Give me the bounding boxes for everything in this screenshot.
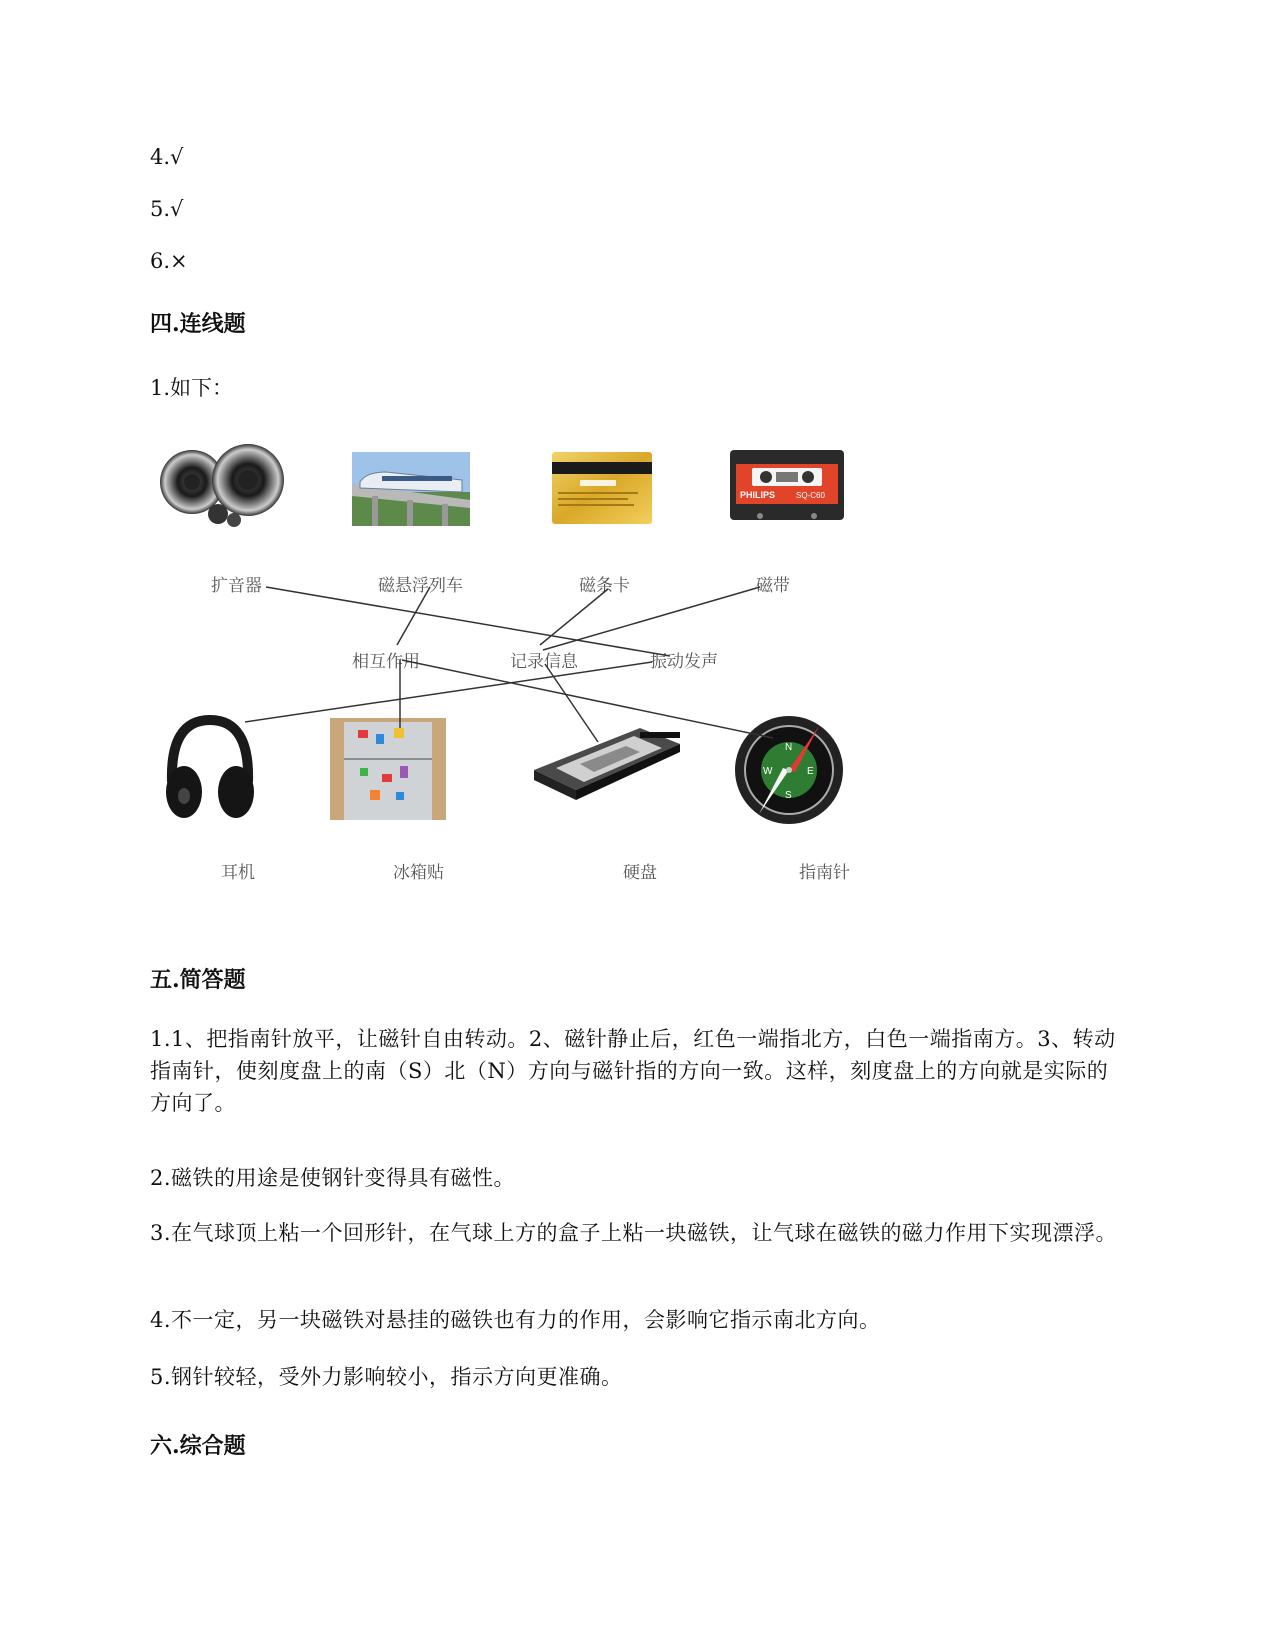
short-answer-2: 2.磁铁的用途是使钢针变得具有磁性。 [150, 1166, 516, 1190]
label-compass: 指南针 [799, 863, 850, 883]
label-vibration-sound: 振动发声 [650, 652, 718, 672]
label-maglev-train: 磁悬浮列车 [378, 576, 463, 596]
compass-letter-s: S [785, 790, 792, 801]
short-answer-3: 3.在气球顶上粘一个回形针，在气球上方的盒子上粘一块磁铁，让气球在磁铁的磁力作用下实现漂浮。 [150, 1221, 1118, 1245]
short-answer-5: 5.钢针较轻，受外力影响较小，指示方向更准确。 [150, 1365, 623, 1389]
answer-4: 4.√ [150, 145, 184, 169]
section-heading-comprehensive: 六.综合题 [150, 1433, 246, 1459]
short-answer-4: 4.不一定，另一块磁铁对悬挂的磁铁也有力的作用，会影响它指示南北方向。 [150, 1308, 881, 1332]
label-interaction: 相互作用 [352, 652, 420, 672]
matching-item-1: 1.如下： [150, 376, 234, 400]
cassette-brand-text: PHILIPS [740, 490, 776, 500]
section-heading-matching: 四.连线题 [150, 311, 246, 337]
label-speaker: 扩音器 [211, 576, 262, 596]
label-fridge-magnet: 冰箱贴 [393, 863, 444, 883]
compass-letter-e: E [807, 766, 814, 777]
line-headphones-vibration [245, 662, 652, 722]
answer-5: 5.√ [150, 197, 184, 221]
answer-6: 6.× [150, 249, 188, 273]
label-record-info: 记录信息 [510, 652, 578, 672]
line-disk-record [545, 664, 598, 742]
line-card-record [540, 589, 608, 645]
label-cassette-tape: 磁带 [756, 576, 790, 596]
short-answer-1: 1.1、把指南针放平，让磁针自由转动。2、磁针静止后，红色一端指北方，白色一端指南方。3、转动指南针，使刻度盘上的南（S）北（N）方向与磁针指的方向一致。这样，刻度盘上的方向就是实际的方向了。 [150, 1027, 1116, 1115]
label-headphones: 耳机 [221, 863, 255, 883]
label-hard-disk: 硬盘 [623, 863, 657, 883]
label-magnetic-card: 磁条卡 [579, 576, 630, 596]
compass-letter-w: W [763, 766, 773, 777]
compass-letter-n: N [785, 742, 793, 753]
line-tape-record [543, 587, 760, 650]
cassette-model-text: SQ-C60 [796, 491, 825, 500]
line-speaker-vibration [266, 587, 670, 656]
line-maglev-interaction [397, 587, 430, 645]
section-heading-short-answer: 五.简答题 [150, 967, 246, 993]
